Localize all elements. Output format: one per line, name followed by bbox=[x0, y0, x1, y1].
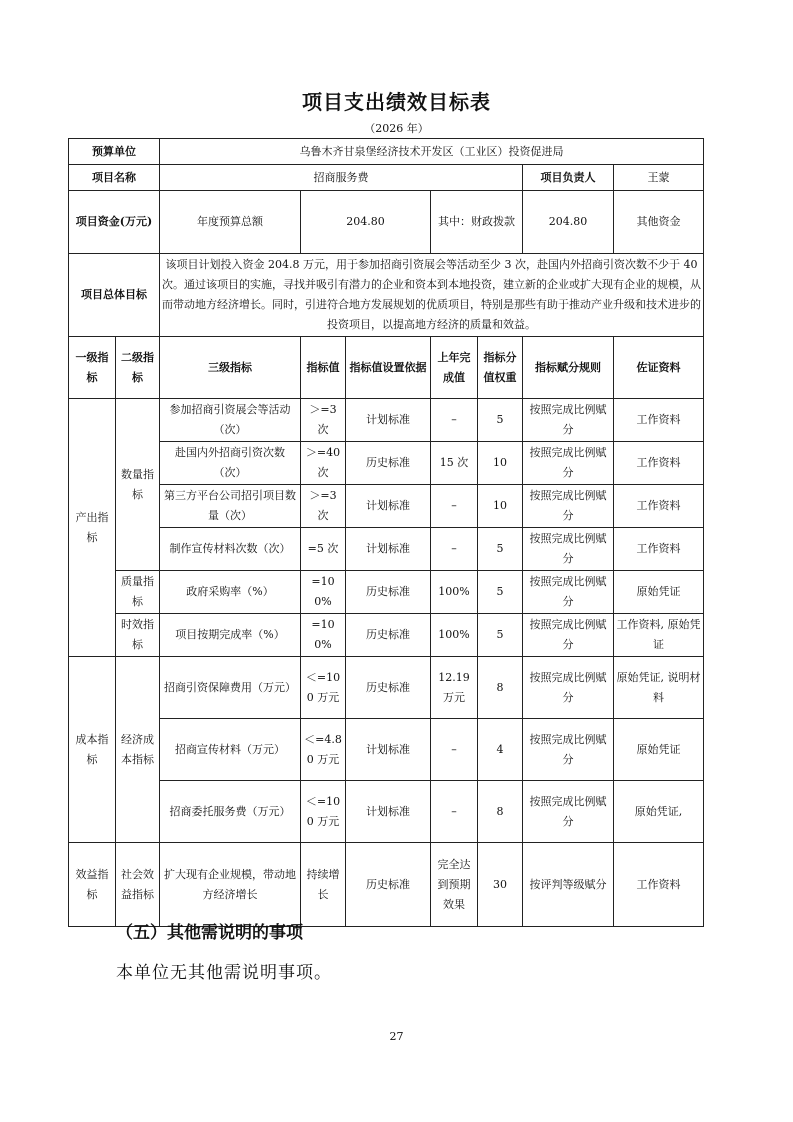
row-value: ＞=3 次 bbox=[301, 399, 346, 442]
row-value: ＜=100 万元 bbox=[301, 781, 346, 843]
header-level1: 一级指标 bbox=[69, 337, 116, 399]
row-name: 参加招商引资展会等活动（次） bbox=[160, 399, 301, 442]
row-name: 项目按期完成率（%） bbox=[160, 614, 301, 657]
row-value: ＞=3 次 bbox=[301, 485, 346, 528]
header-weight: 指标分值权重 bbox=[478, 337, 523, 399]
funds-label: 项目资金(万元) bbox=[69, 191, 160, 254]
row-weight: 5 bbox=[478, 399, 523, 442]
group-quantity: 数量指标 bbox=[116, 399, 160, 571]
row-weight: 8 bbox=[478, 781, 523, 843]
row-value: =5 次 bbox=[301, 528, 346, 571]
row-rule: 按照完成比例赋分 bbox=[523, 399, 614, 442]
row-rule: 按评判等级赋分 bbox=[523, 843, 614, 927]
header-last-year: 上年完成值 bbox=[431, 337, 478, 399]
performance-table bbox=[68, 138, 704, 927]
table-row bbox=[69, 399, 704, 442]
row-name: 第三方平台公司招引项目数量（次） bbox=[160, 485, 301, 528]
row-evidence: 工作资料, 原始凭证 bbox=[614, 614, 704, 657]
project-leader-label: 项目负责人 bbox=[523, 165, 614, 191]
table-row bbox=[69, 719, 704, 781]
row-basis: 计划标准 bbox=[346, 781, 431, 843]
row-basis: 历史标准 bbox=[346, 614, 431, 657]
year-label: （2026 年） bbox=[364, 122, 429, 135]
group-benefit: 效益指标 bbox=[69, 843, 116, 927]
annual-budget-value: 204.80 bbox=[301, 191, 431, 254]
section-text: 本单位无其他需说明事项。 bbox=[116, 963, 332, 983]
row-weight: 5 bbox=[478, 528, 523, 571]
row-last: – bbox=[431, 399, 478, 442]
header-basis: 指标值设置依据 bbox=[346, 337, 431, 399]
row-rule: 按照完成比例赋分 bbox=[523, 485, 614, 528]
row-evidence: 工作资料 bbox=[614, 528, 704, 571]
table-row bbox=[69, 571, 704, 614]
row-name: 赴国内外招商引资次数（次） bbox=[160, 442, 301, 485]
project-name-value: 招商服务费 bbox=[160, 165, 523, 191]
group-economic-cost: 经济成本指标 bbox=[116, 657, 160, 843]
unit-label: 预算单位 bbox=[69, 139, 160, 165]
row-last: – bbox=[431, 719, 478, 781]
row-basis: 历史标准 bbox=[346, 571, 431, 614]
page-number: 27 bbox=[389, 1030, 404, 1043]
row-last: 100% bbox=[431, 614, 478, 657]
row-basis: 计划标准 bbox=[346, 528, 431, 571]
row-weight: 10 bbox=[478, 442, 523, 485]
row-last: 完全达到预期效果 bbox=[431, 843, 478, 927]
header-value: 指标值 bbox=[301, 337, 346, 399]
row-weight: 8 bbox=[478, 657, 523, 719]
row-last: – bbox=[431, 485, 478, 528]
row-weight: 10 bbox=[478, 485, 523, 528]
row-rule: 按照完成比例赋分 bbox=[523, 719, 614, 781]
row-name: 招商引资保障费用（万元） bbox=[160, 657, 301, 719]
section-heading: （五）其他需说明的事项 bbox=[116, 923, 303, 943]
row-name: 招商委托服务费（万元） bbox=[160, 781, 301, 843]
row-rule: 按照完成比例赋分 bbox=[523, 781, 614, 843]
row-rule: 按照完成比例赋分 bbox=[523, 614, 614, 657]
row-name: 招商宣传材料（万元） bbox=[160, 719, 301, 781]
group-cost: 成本指标 bbox=[69, 657, 116, 843]
group-social-benefit: 社会效益指标 bbox=[116, 843, 160, 927]
row-basis: 历史标准 bbox=[346, 657, 431, 719]
row-value: =100% bbox=[301, 614, 346, 657]
row-name: 政府采购率（%） bbox=[160, 571, 301, 614]
row-value: ＜=4.80 万元 bbox=[301, 719, 346, 781]
goal-text: 该项目计划投入资金 204.8 万元，用于参加招商引资展会等活动至少 3 次，赴国内外招商引资次数不少于 40 次。通过该项目的实施，寻找并吸引有潜力的企业和资本到本地投资，建立新的企业或扩大现有企业的规模，从而带动地方经济增长。同时，引进符合地方发展规划的优质项目，特别是那些有助于推动产业升级和技术进步的投资项目，以提高地方经济的质量和效益。 bbox=[160, 254, 704, 337]
row-evidence: 原始凭证 bbox=[614, 571, 704, 614]
group-output: 产出指标 bbox=[69, 399, 116, 657]
row-last: – bbox=[431, 528, 478, 571]
row-value: ＜=100 万元 bbox=[301, 657, 346, 719]
row-basis: 计划标准 bbox=[346, 485, 431, 528]
row-evidence: 工作资料 bbox=[614, 442, 704, 485]
row-value: ＞=40 次 bbox=[301, 442, 346, 485]
table-row bbox=[69, 614, 704, 657]
header-level2: 二级指标 bbox=[116, 337, 160, 399]
row-evidence: 工作资料 bbox=[614, 843, 704, 927]
row-basis: 历史标准 bbox=[346, 843, 431, 927]
goal-label: 项目总体目标 bbox=[69, 254, 160, 337]
row-last: 15 次 bbox=[431, 442, 478, 485]
header-level3: 三级指标 bbox=[160, 337, 301, 399]
row-rule: 按照完成比例赋分 bbox=[523, 571, 614, 614]
row-name: 扩大现有企业规模，带动地方经济增长 bbox=[160, 843, 301, 927]
row-basis: 计划标准 bbox=[346, 719, 431, 781]
row-weight: 5 bbox=[478, 614, 523, 657]
row-evidence: 原始凭证, bbox=[614, 781, 704, 843]
row-evidence: 原始凭证, 说明材料 bbox=[614, 657, 704, 719]
row-weight: 30 bbox=[478, 843, 523, 927]
row-evidence: 工作资料 bbox=[614, 399, 704, 442]
row-evidence: 工作资料 bbox=[614, 485, 704, 528]
table-row bbox=[69, 781, 704, 843]
fiscal-label: 其中：财政拨款 bbox=[431, 191, 523, 254]
table-row bbox=[69, 528, 704, 571]
page-title: 项目支出绩效目标表 bbox=[302, 90, 491, 114]
table-row bbox=[69, 657, 704, 719]
project-name-label: 项目名称 bbox=[69, 165, 160, 191]
row-weight: 5 bbox=[478, 571, 523, 614]
table-row bbox=[69, 442, 704, 485]
other-funds-label: 其他资金 bbox=[614, 191, 704, 254]
project-leader-value: 王蒙 bbox=[614, 165, 704, 191]
table-row bbox=[69, 485, 704, 528]
group-quality: 质量指标 bbox=[116, 571, 160, 614]
fiscal-value: 204.80 bbox=[523, 191, 614, 254]
row-rule: 按照完成比例赋分 bbox=[523, 528, 614, 571]
unit-value: 乌鲁木齐甘泉堡经济技术开发区（工业区）投资促进局 bbox=[160, 139, 704, 165]
row-last: 12.19 万元 bbox=[431, 657, 478, 719]
header-evidence: 佐证资料 bbox=[614, 337, 704, 399]
row-basis: 计划标准 bbox=[346, 399, 431, 442]
row-name: 制作宣传材料次数（次） bbox=[160, 528, 301, 571]
group-timeliness: 时效指标 bbox=[116, 614, 160, 657]
table-row bbox=[69, 843, 704, 927]
row-rule: 按照完成比例赋分 bbox=[523, 657, 614, 719]
row-rule: 按照完成比例赋分 bbox=[523, 442, 614, 485]
row-basis: 历史标准 bbox=[346, 442, 431, 485]
row-weight: 4 bbox=[478, 719, 523, 781]
row-last: 100% bbox=[431, 571, 478, 614]
row-value: 持续增长 bbox=[301, 843, 346, 927]
row-value: =100% bbox=[301, 571, 346, 614]
header-rule: 指标赋分规则 bbox=[523, 337, 614, 399]
row-last: – bbox=[431, 781, 478, 843]
row-evidence: 原始凭证 bbox=[614, 719, 704, 781]
annual-budget-label: 年度预算总额 bbox=[160, 191, 301, 254]
